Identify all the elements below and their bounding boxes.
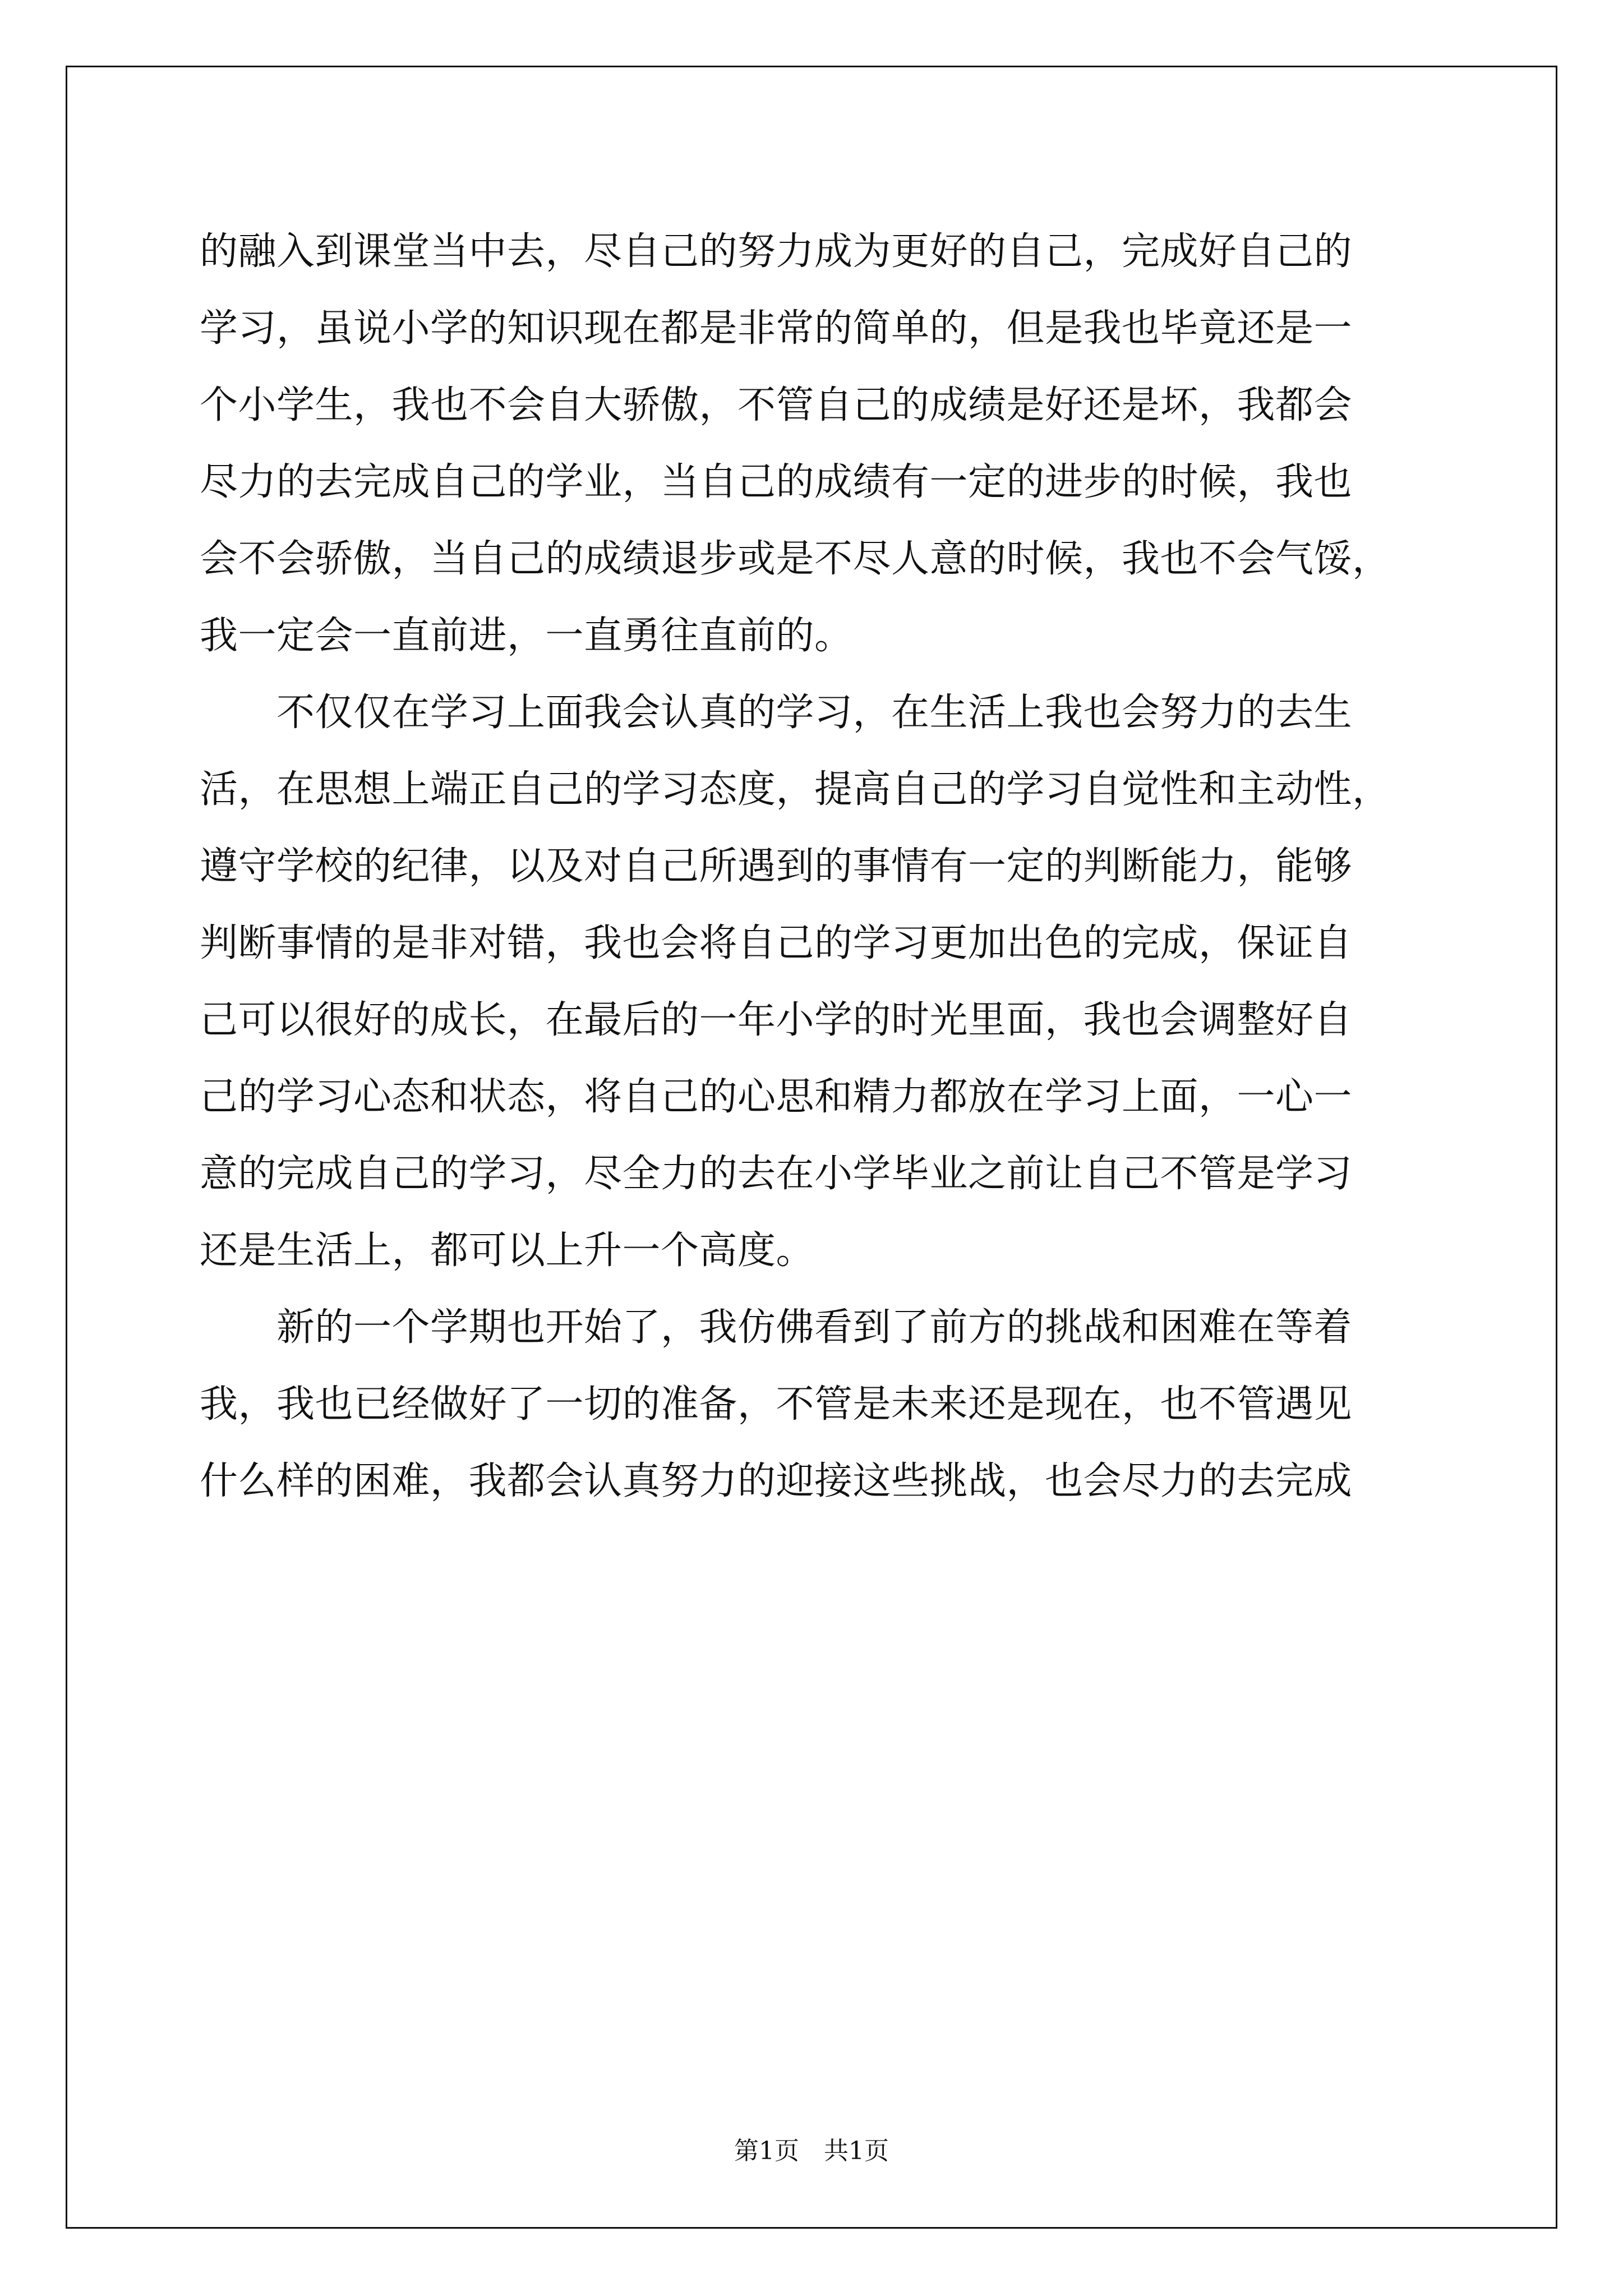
text-line-16: 我，我也已经做好了一切的准备，不管是未来还是现在，也不管遇见: [200, 1382, 1353, 1427]
text-line-5: 会不会骄傲，当自己的成绩退步或是不尽人意的时候，我也不会气馁，: [200, 537, 1391, 581]
text-line-12: 己的学习心态和状态，将自己的心思和精力都放在学习上面，一心一: [200, 1075, 1353, 1119]
text-line-8: 活，在思想上端正自己的学习态度，提高自己的学习自觉性和主动性，: [200, 767, 1391, 812]
text-line-7: 不仅仅在学习上面我会认真的学习，在生活上我也会努力的去生: [200, 691, 1353, 735]
text-line-2: 学习，虽说小学的知识现在都是非常的简单的，但是我也毕竟还是一: [200, 306, 1353, 351]
text-line-1: 的融入到课堂当中去，尽自己的努力成为更好的自己，完成好自己的: [200, 229, 1353, 274]
page-number-footer: 第1页 共1页: [734, 2137, 889, 2165]
text-line-17: 什么样的困难，我都会认真努力的迎接这些挑战，也会尽力的去完成: [200, 1459, 1353, 1503]
text-line-13: 意的完成自己的学习，尽全力的去在小学毕业之前让自己不管是学习: [200, 1152, 1353, 1196]
text-line-6: 我一定会一直前进，一直勇往直前的。: [200, 614, 853, 658]
text-line-3: 个小学生，我也不会自大骄傲，不管自己的成绩是好还是坏，我都会: [200, 383, 1353, 427]
text-line-4: 尽力的去完成自己的学业，当自己的成绩有一定的进步的时候，我也: [200, 460, 1353, 504]
text-line-10: 判断事情的是非对错，我也会将自己的学习更加出色的完成，保证自: [200, 921, 1353, 965]
document-body: [200, 213, 1461, 1520]
text-line-15: 新的一个学期也开始了，我仿佛看到了前方的挑战和困难在等着: [200, 1305, 1353, 1350]
text-line-14: 还是生活上，都可以上升一个高度。: [200, 1228, 815, 1273]
text-line-11: 己可以很好的成长，在最后的一年小学的时光里面，我也会调整好自: [200, 998, 1353, 1042]
text-line-9: 遵守学校的纪律，以及对自己所遇到的事情有一定的判断能力，能够: [200, 844, 1353, 889]
